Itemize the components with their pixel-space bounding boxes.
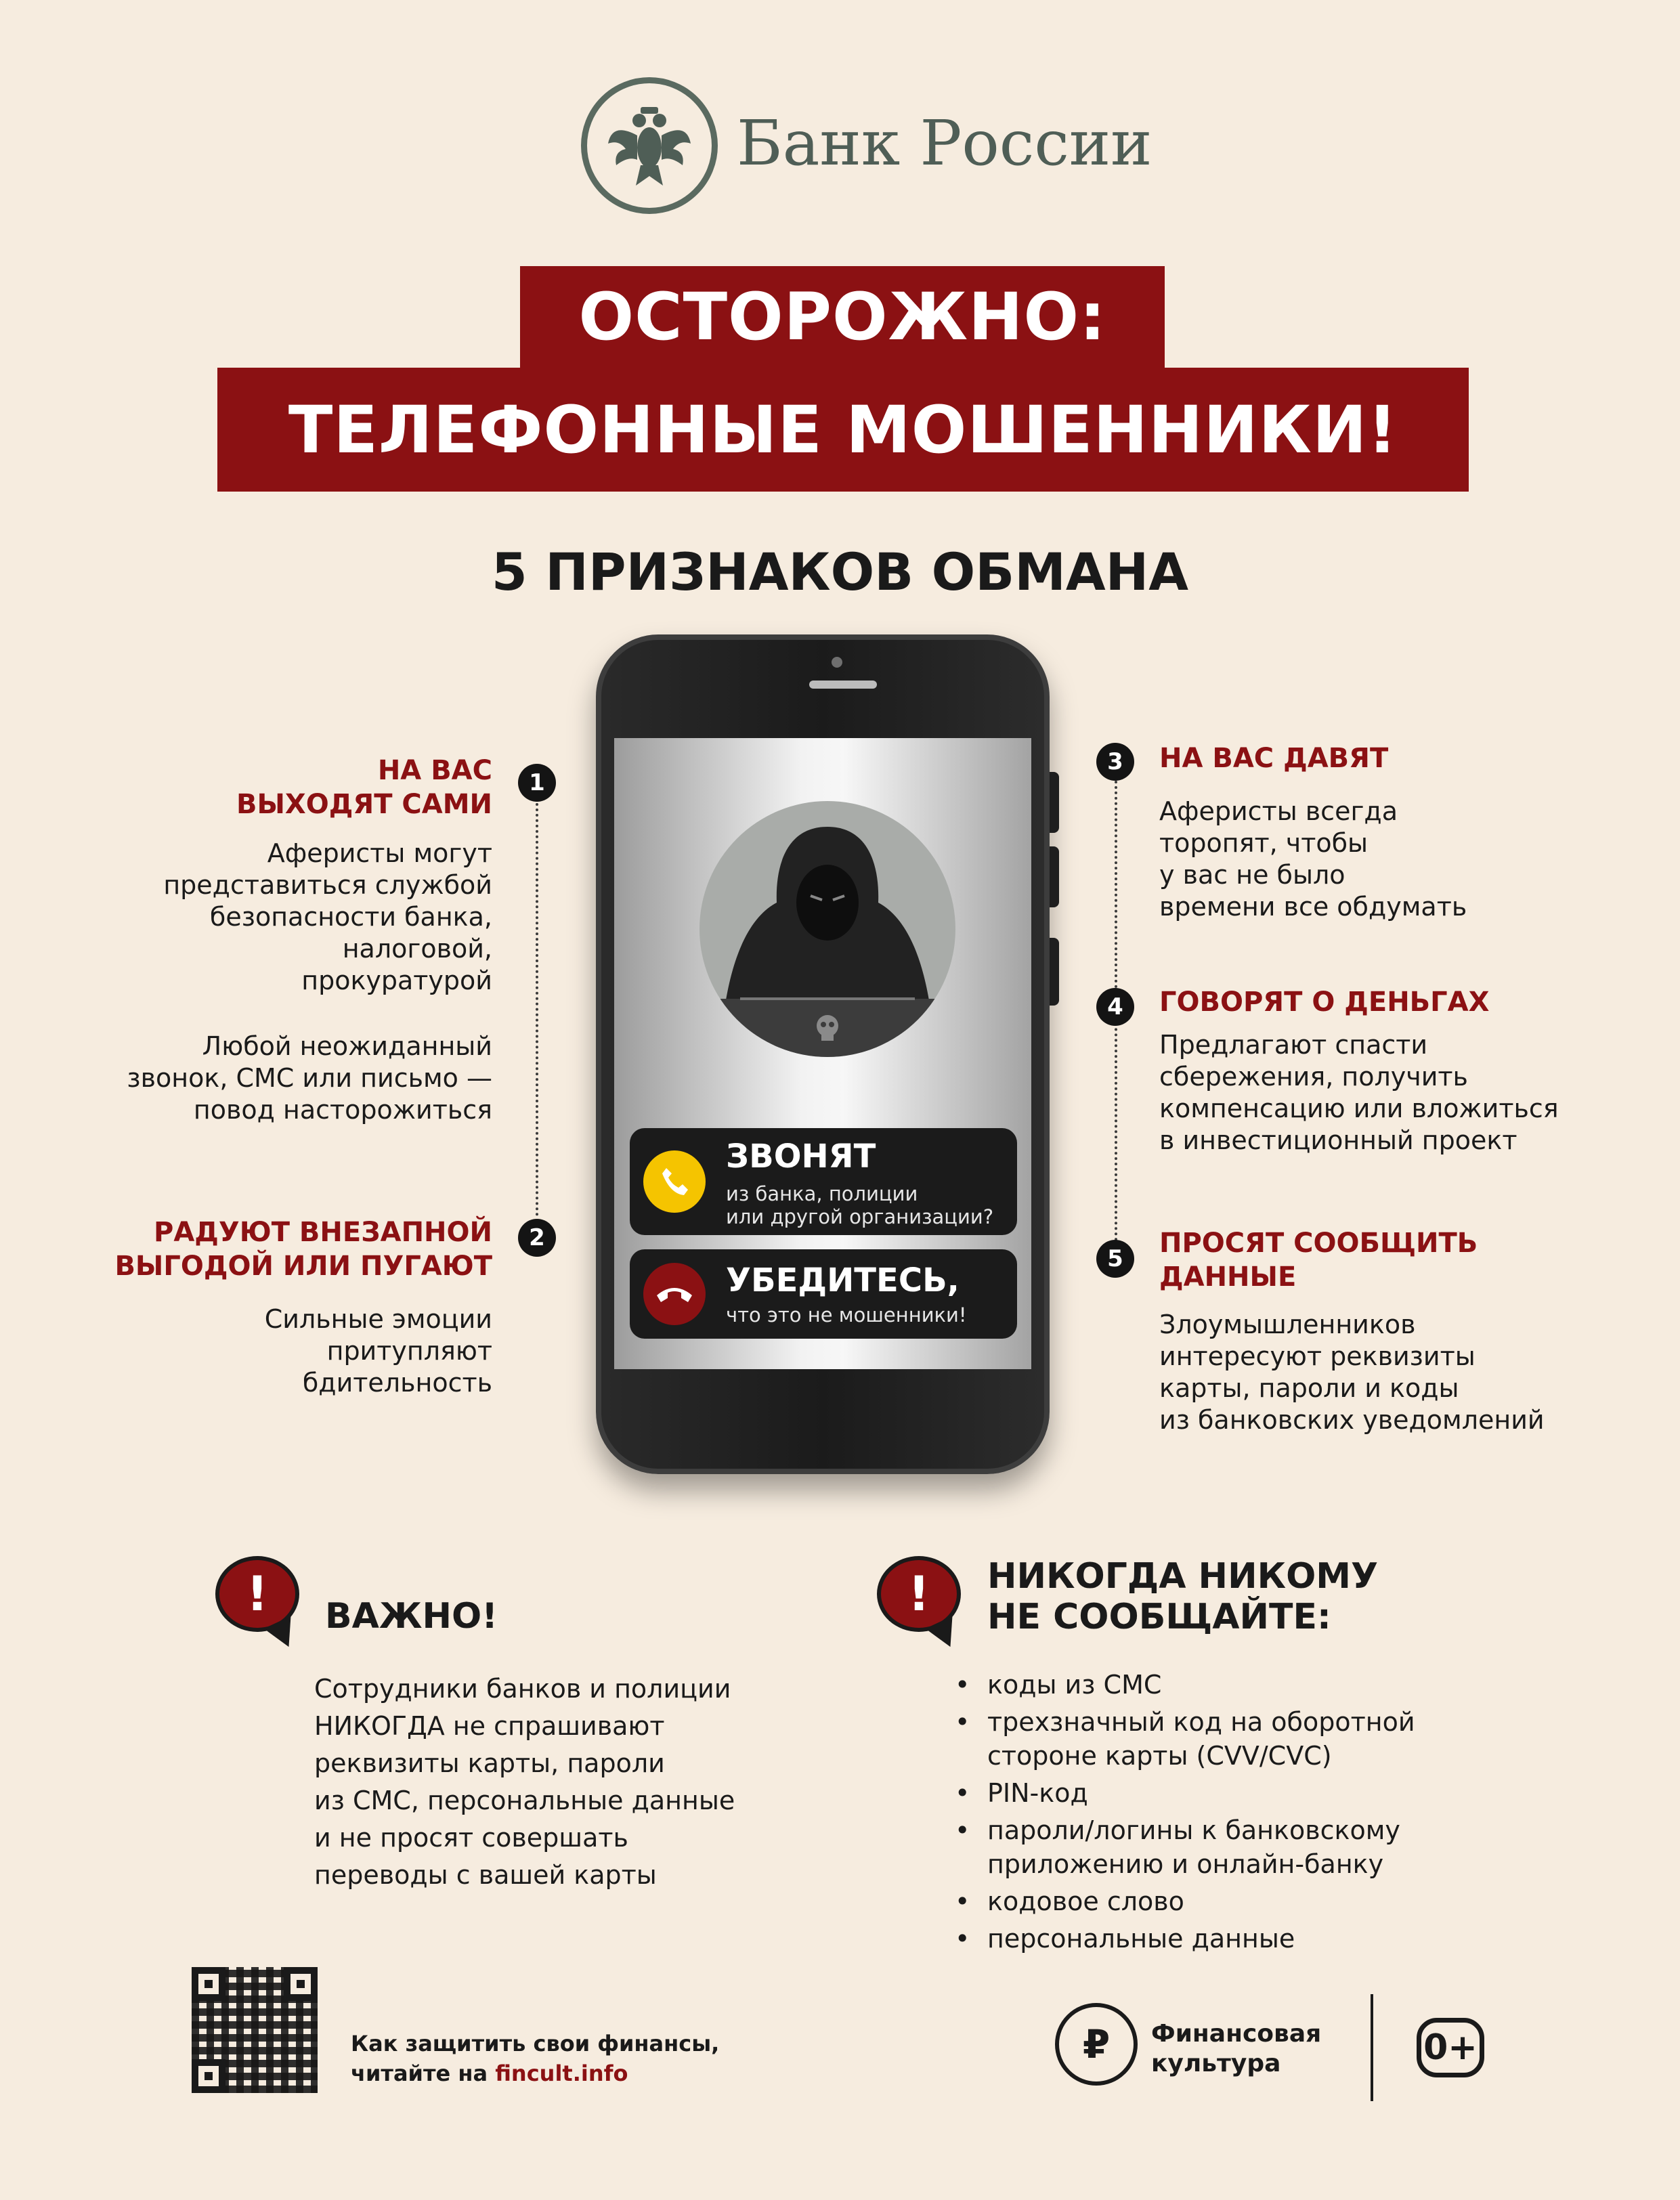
ruble-icon: ₽ [1055,2003,1138,2086]
important-text: Сотрудники банков и полиции НИКОГДА не спрашивают реквизиты карты, пароли из СМС, персональные данные и не просят совершать переводы с вашей карты [314,1674,735,1890]
title-line-2: ТЕЛЕФОННЫЕ МОШЕННИКИ! [217,368,1469,492]
fin-culture-label: Финансовая культура [1151,2020,1322,2077]
footer-text-line-2: читайте на fincult.info [351,2061,628,2086]
hacker-icon [699,801,955,1057]
bank-name: Банк России [737,107,1153,179]
sign-1-title: НА ВАС ВЫХОДЯТ САМИ [236,755,492,820]
never-title: НИКОГДА НИКОМУ НЕ СООБЩАЙТЕ: [987,1556,1379,1637]
sign-4-title: ГОВОРЯТ О ДЕНЬГАХ [1159,987,1490,1018]
call-subtitle-line-1: из банка, полиции [726,1182,918,1205]
sign-5-title: ПРОСЯТ СООБЩИТЬ ДАННЫЕ [1159,1228,1478,1293]
phone-power-button [1050,938,1059,1006]
phone-volume-button [1050,772,1059,833]
phone-camera [832,657,842,668]
warning-icon: ! [877,1556,961,1632]
phone-answer-icon[interactable] [643,1150,706,1213]
sign-number-5: 5 [1096,1240,1134,1278]
dotted-connector [536,803,538,1216]
call-title: УБЕДИТЕСЬ, [726,1261,960,1299]
title-line-1: ОСТОРОЖНО: [520,266,1165,368]
sign-3-text: Аферисты всегда торопят, чтобы у вас не было времени все обдумать [1159,796,1467,922]
sign-5-text: Злоумышленников интересуют реквизиты карты, пароли и коды из банковских уведомлений [1159,1310,1545,1435]
decline-call-card[interactable] [630,1249,1017,1339]
call-subtitle: что это не мошенники! [726,1303,967,1327]
sign-1-text-2: Любой неожиданный звонок, СМС или письмо — повод насторожиться [127,1031,492,1125]
phone-hangup-icon[interactable] [643,1263,706,1325]
sign-2-title: РАДУЮТ ВНЕЗАПНОЙ ВЫГОДОЙ ИЛИ ПУГАЮТ [114,1217,492,1282]
list-item: • коды из СМС [955,1670,1162,1700]
footer-text-line-1: Как защитить свои финансы, [351,2031,720,2056]
fincult-link[interactable]: fincult.info [495,2061,628,2086]
eagle-icon [599,95,700,196]
age-rating-badge: 0+ [1417,2018,1484,2077]
footer-divider [1371,1994,1373,2101]
sign-3-title: НА ВАС ДАВЯТ [1159,743,1389,774]
list-item: • пароли/логины к банковскому приложению и онлайн-банку [955,1815,1400,1879]
sign-2-text: Сильные эмоции притупляют бдительность [264,1304,492,1398]
phone-speaker [809,681,877,689]
qr-finder [284,1967,318,2001]
incoming-call-card[interactable] [630,1128,1017,1235]
sign-number-2: 2 [518,1219,556,1257]
phone-volume-button [1050,846,1059,907]
call-title: ЗВОНЯТ [726,1138,876,1176]
list-item: • персональные данные [955,1924,1295,1954]
warning-icon: ! [215,1556,299,1632]
list-item: • кодовое слово [955,1886,1184,1916]
important-title: ВАЖНО! [325,1596,498,1637]
list-item: • PIN-код [955,1778,1088,1808]
caller-avatar [699,801,955,1057]
never-list [955,1668,1415,1959]
bank-logo-emblem [581,77,718,214]
qr-finder [192,2059,225,2093]
sign-number-1: 1 [518,764,556,802]
list-item: • трехзначный код на оборотной стороне карты (CVV/CVC) [955,1707,1415,1771]
sign-number-3: 3 [1096,743,1134,781]
qr-finder [192,1967,225,2001]
sign-1-text: Аферисты могут представиться службой безопасности банка, налоговой, прокуратурой [163,838,492,995]
subtitle: 5 ПРИЗНАКОВ ОБМАНА [491,542,1189,602]
sign-number-4: 4 [1096,988,1134,1026]
call-subtitle-line-2: или другой организации? [726,1205,994,1228]
sign-4-text: Предлагают спасти сбережения, получить компенсацию или вложиться в инвестиционный проект [1159,1030,1559,1155]
